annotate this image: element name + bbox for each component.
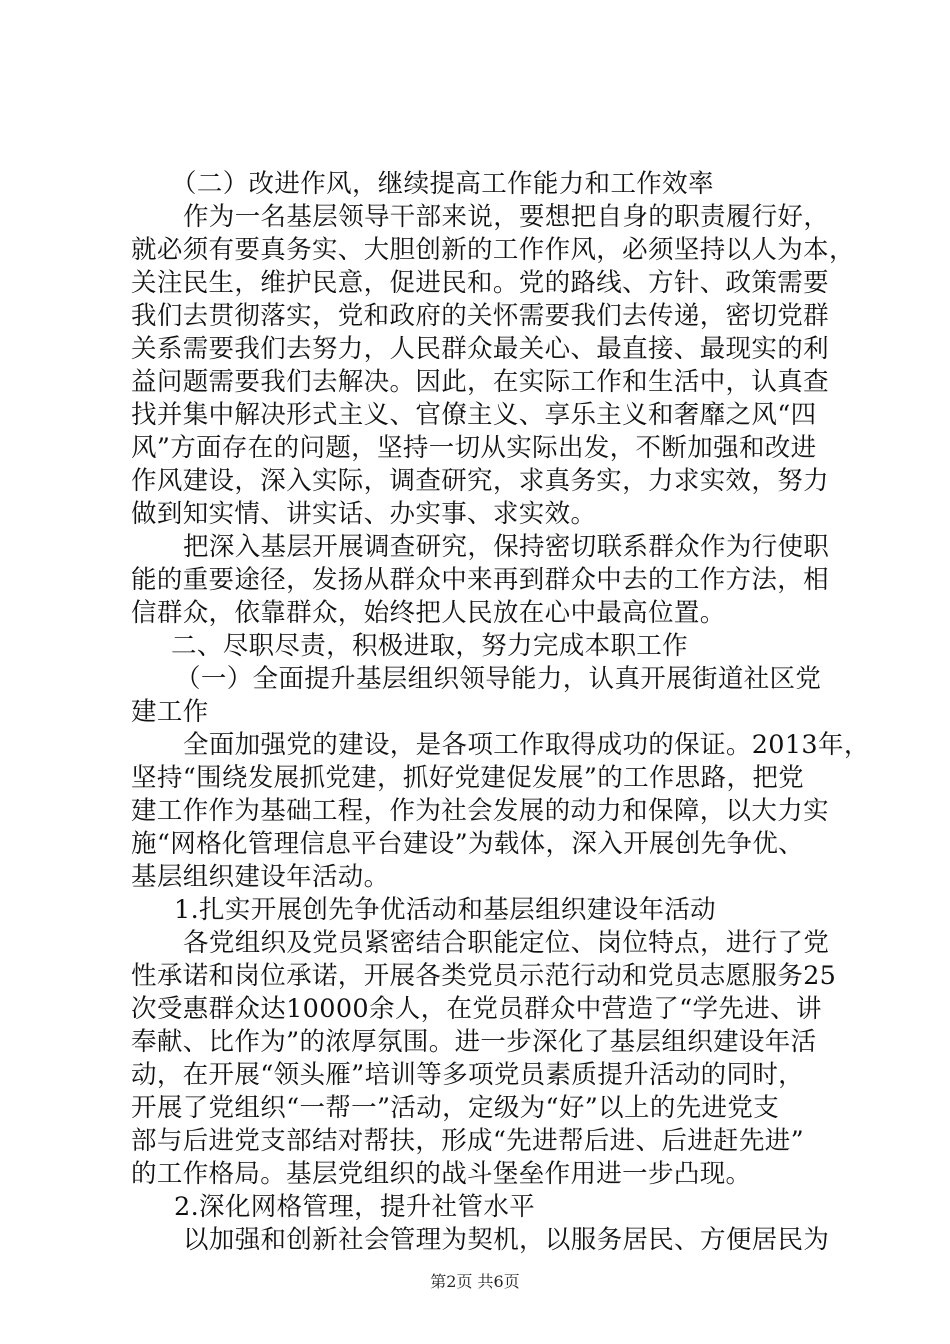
text-line: 风”方面存在的问题，坚持一切从实际出发，不断加强和改进	[131, 433, 817, 463]
text-line: 开展了党组织“一帮一”活动，定级为“好”以上的先进党支	[131, 1093, 780, 1123]
text-line: 关注民生，维护民意，促进民和。党的路线、方针、政策需要	[131, 268, 829, 298]
numbered-heading: 2.深化网格管理，提升社管水平	[174, 1192, 536, 1222]
text-line: 施“网格化管理信息平台建设”为载体，深入开展创先争优、	[131, 829, 805, 859]
text-line: 各党组织及党员紧密结合职能定位、岗位特点，进行了党	[183, 928, 830, 958]
text-line: （二）改进作风，继续提高工作能力和工作效率	[171, 169, 714, 199]
text-line: 作为一名基层领导干部来说，要想把自身的职责履行好，	[183, 202, 830, 232]
subsection-heading-continued: 建工作	[131, 697, 209, 727]
text-line: 找并集中解决形式主义、官僚主义、享乐主义和奢靡之风“四	[131, 400, 817, 430]
text-line: 奉献、比作为”的浓厚氛围。进一步深化了基层组织建设年活	[131, 1027, 817, 1057]
text-line: 作风建设，深入实际，调查研究，求真务实，力求实效，努力	[131, 466, 829, 496]
text-line: 的工作格局。基层党组织的战斗堡垒作用进一步凸现。	[131, 1159, 752, 1189]
text-line: 性承诺和岗位承诺，开展各类党员示范行动和党员志愿服务25	[131, 961, 837, 991]
text-line: 全面加强党的建设，是各项工作取得成功的保证。2013年，	[183, 730, 870, 760]
text-line: 部与后进党支部结对帮扶，形成“先进帮后进、后进赶先进”	[131, 1126, 805, 1156]
text-line: 我们去贯彻落实，党和政府的关怀需要我们去传递，密切党群	[131, 301, 829, 331]
text-line: 以加强和创新社会管理为契机，以服务居民、方便居民为	[183, 1225, 830, 1255]
text-line: 动，在开展“领头雁”培训等多项党员素质提升活动的同时，	[131, 1060, 805, 1090]
text-line: 能的重要途径，发扬从群众中来再到群众中去的工作方法，相	[131, 565, 829, 595]
text-line: 建工作作为基础工程，作为社会发展的动力和保障，以大力实	[131, 796, 829, 826]
text-line: 信群众，依靠群众，始终把人民放在心中最高位置。	[131, 598, 726, 628]
text-line: 基层组织建设年活动。	[131, 862, 390, 892]
text-line: 次受惠群众达10000余人，在党员群众中营造了“学先进、讲	[131, 994, 822, 1024]
text-line: 就必须有要真务实、大胆创新的工作作风，必须坚持以人为本，	[131, 235, 855, 265]
subsection-heading: （一）全面提升基层组织领导能力，认真开展街道社区党	[175, 664, 822, 694]
text-line: 坚持“围绕发展抓党建，抓好党建促发展”的工作思路，把党	[131, 763, 805, 793]
text-line: 益问题需要我们去解决。因此，在实际工作和生活中，认真查	[131, 367, 829, 397]
section-heading: 二、尽职尽责，积极进取，努力完成本职工作	[171, 631, 689, 661]
text-line: 把深入基层开展调查研究，保持密切联系群众作为行使职	[183, 532, 830, 562]
numbered-heading: 1.扎实开展创先争优活动和基层组织建设年活动	[174, 895, 717, 925]
page-number-footer: 第2页 共6页	[430, 1272, 520, 1291]
text-line: 关系需要我们去努力，人民群众最关心、最直接、最现实的利	[131, 334, 829, 364]
text-line: 做到知实情、讲实话、办实事、求实效。	[131, 499, 597, 529]
